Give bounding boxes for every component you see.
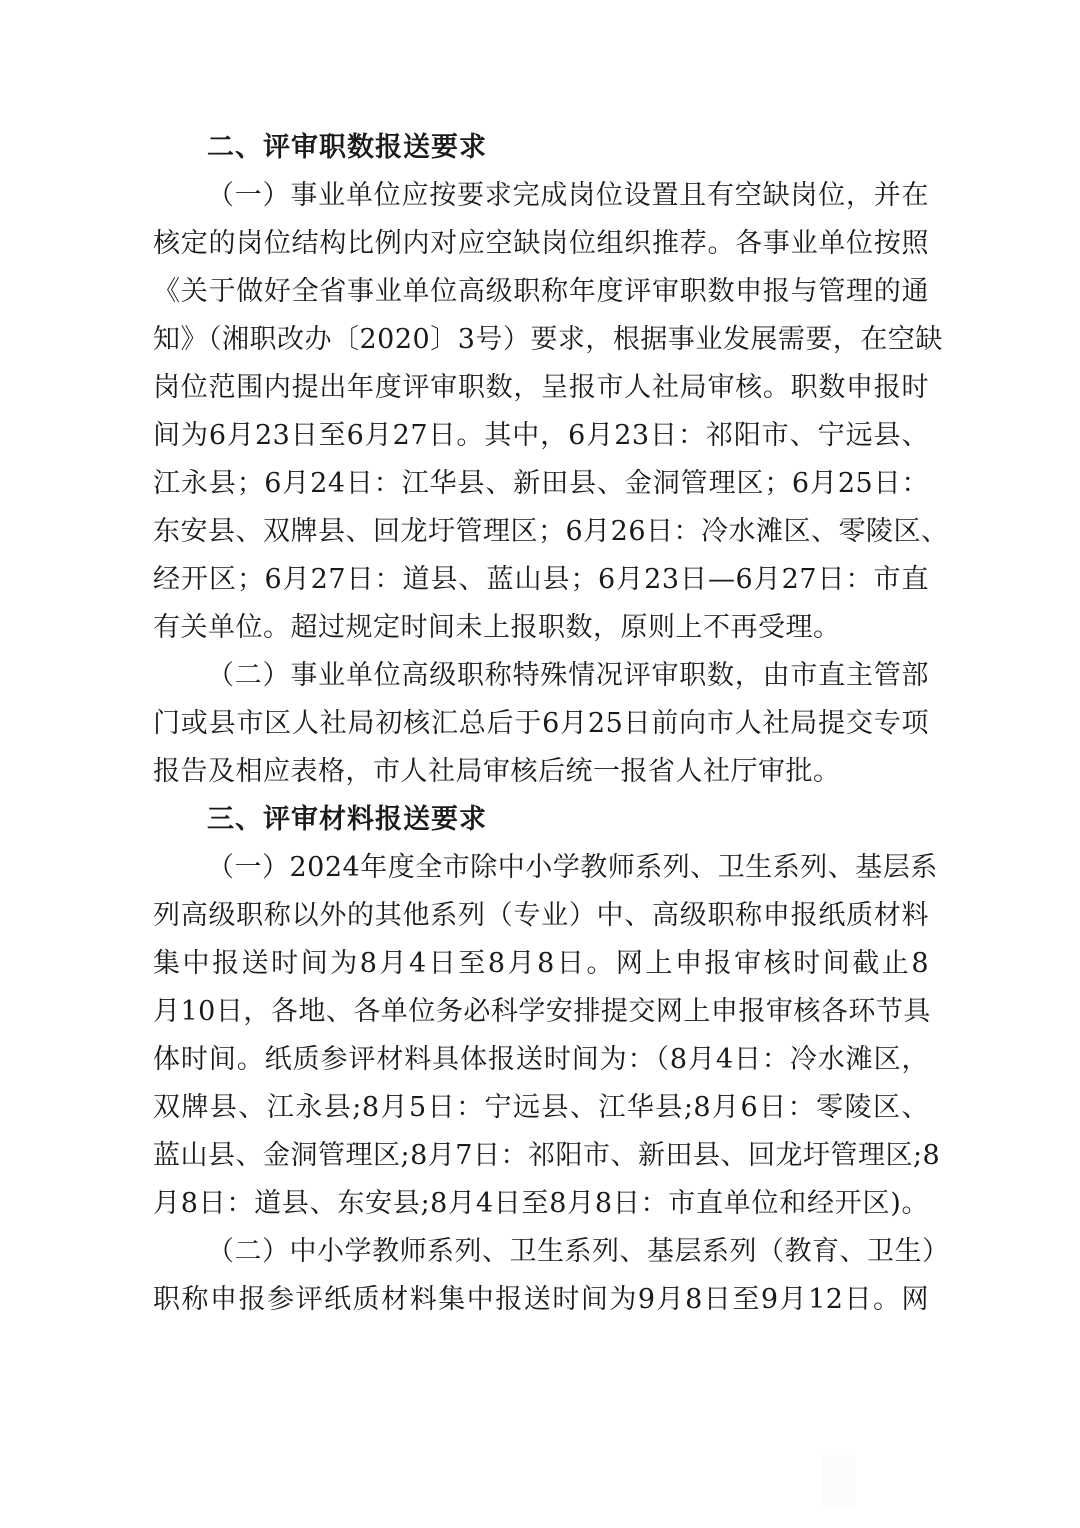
text-line: 间为6月23日至6月27日。其中，6月23日：祁阳市、宁远县、 [153, 420, 929, 451]
text-line: 职称申报参评纸质材料集中报送时间为9月8日至9月12日。网 [153, 1284, 929, 1315]
paragraph-2-1 [153, 172, 949, 652]
text-line: 月10日，各地、各单位务必科学安排提交网上申报审核各环节具 [153, 996, 931, 1027]
text-line: 集中报送时间为8月4日至8月8日。网上申报审核时间截止8 [153, 948, 929, 979]
text-line: 知》（湘职改办〔2020〕3号）要求，根据事业发展需要，在空缺 [153, 324, 943, 355]
text-line: 东安县、双牌县、回龙圩管理区；6月26日：冷水滩区、零陵区、 [153, 516, 949, 547]
faint-watermark-mark [822, 1455, 856, 1507]
text-line: 报告及相应表格，市人社局审核后统一报省人社厅审批。 [153, 756, 841, 787]
text-line: 体时间。纸质参评材料具体报送时间为：（8月4日：冷水滩区， [153, 1044, 929, 1075]
text-line: 有关单位。超过规定时间未上报职数，原则上不再受理。 [153, 612, 841, 643]
document-page [153, 124, 950, 1324]
text-line: （一）事业单位应按要求完成岗位设置且有空缺岗位，并在 [207, 180, 929, 211]
text-line: 门或县市区人社局初核汇总后于6月25日前向市人社局提交专项 [153, 708, 929, 739]
text-line: 经开区；6月27日：道县、蓝山县；6月23日—6月27日：市直 [153, 564, 929, 595]
text-line: 岗位范围内提出年度评审职数，呈报市人社局审核。职数申报时 [153, 372, 929, 403]
text-line: （二）中小学教师系列、卫生系列、基层系列（教育、卫生） [207, 1236, 950, 1267]
text-line: （一）2024年度全市除中小学教师系列、卫生系列、基层系 [207, 852, 938, 883]
text-line: 月8日：道县、东安县;8月4日至8月8日：市直单位和经开区)。 [153, 1188, 929, 1219]
text-line: 江永县；6月24日：江华县、新田县、金洞管理区；6月25日： [153, 468, 929, 499]
paragraph-2-2 [153, 652, 929, 796]
section-heading-2: 二、评审职数报送要求 [207, 132, 487, 163]
text-line: 列高级职称以外的其他系列（专业）中、高级职称申报纸质材料 [153, 900, 929, 931]
text-line: 蓝山县、金洞管理区;8月7日：祁阳市、新田县、回龙圩管理区;8 [153, 1140, 941, 1171]
text-line: 核定的岗位结构比例内对应空缺岗位组织推荐。各事业单位按照 [153, 228, 929, 259]
paragraph-3-1 [153, 844, 941, 1228]
text-line: 《关于做好全省事业单位高级职称年度评审职数申报与管理的通 [153, 276, 929, 307]
section-heading-3: 三、评审材料报送要求 [207, 804, 487, 835]
text-line: （二）事业单位高级职称特殊情况评审职数，由市直主管部 [207, 660, 929, 691]
text-line: 双牌县、江永县;8月5日：宁远县、江华县;8月6日：零陵区、 [153, 1092, 929, 1123]
paragraph-3-2 [153, 1228, 950, 1324]
